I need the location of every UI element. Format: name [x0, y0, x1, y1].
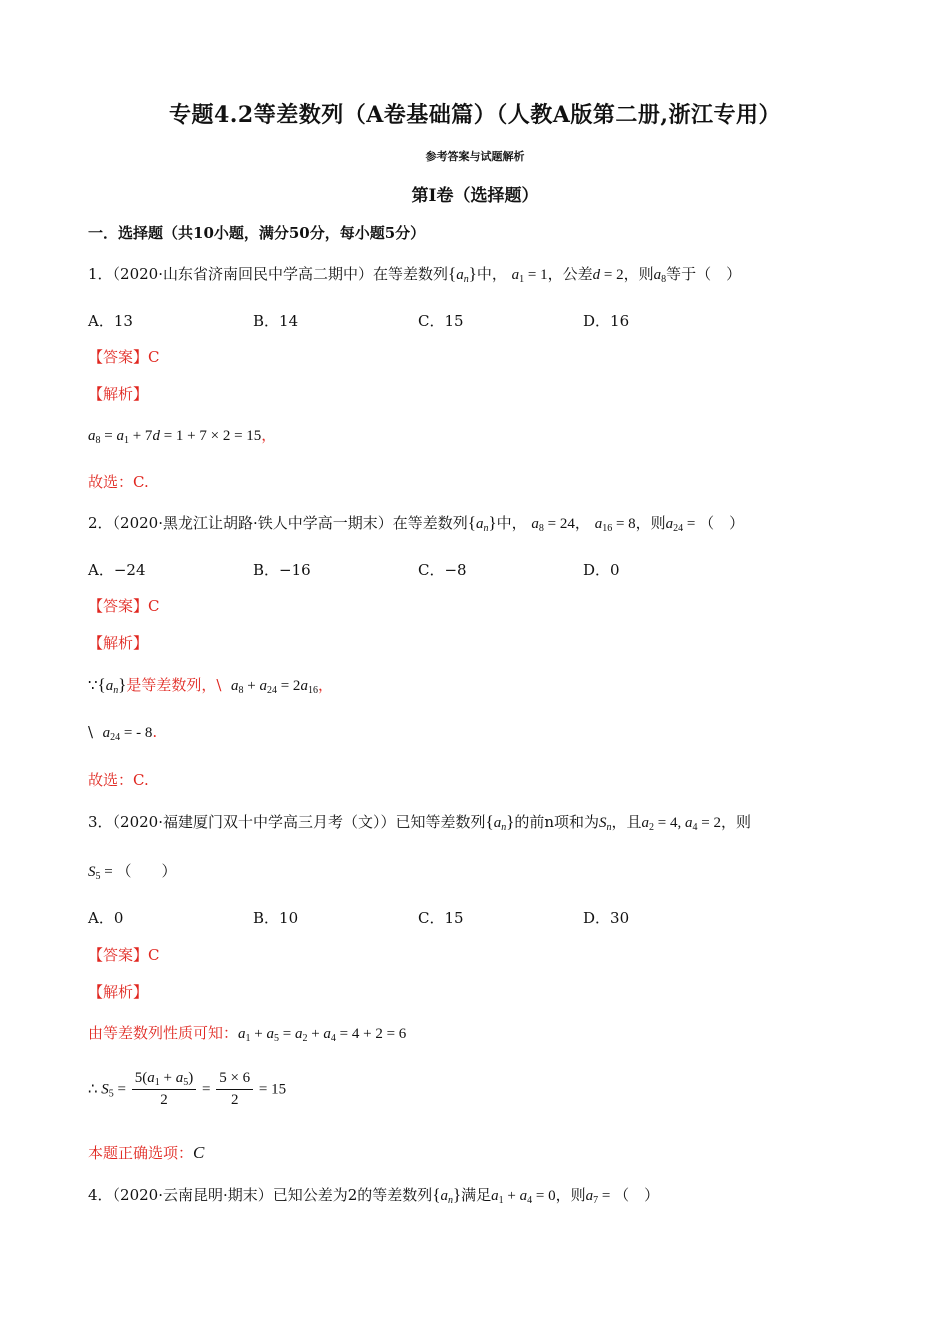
option-d: D．30 — [583, 909, 630, 927]
analysis-label: 【解析】 — [88, 385, 149, 403]
option-c: C．15 — [418, 312, 464, 330]
option-a: A．0 — [88, 909, 124, 927]
option-d: D．0 — [583, 561, 620, 579]
conclusion: 故选：C. — [88, 473, 149, 491]
question-source: （2020·福建厦门双十中学高三月考（文）） — [112, 813, 396, 831]
question-1: 1．（2020·山东省济南回民中学高二期中）在等差数列$\{a_n\}$中， $a_1 = 1$，公差d = 2，则$a_8$等于（ ） — [88, 264, 742, 285]
option-d: D．16 — [583, 312, 630, 330]
solution-step: $a_8 = a_1 + 7d = 1 + 7 \times 2 = 15$， — [88, 426, 277, 446]
question-source: （2020·云南昆明·期末） — [112, 1186, 273, 1204]
option-b: B．10 — [253, 909, 299, 927]
answer-label: 【答案】C — [88, 348, 160, 366]
question-source: （2020·黑龙江让胡路·铁人中学高一期末） — [112, 514, 393, 532]
solution-step: $\because\{a_n\}$是等差数列，\ $a_8 + a_{24} = 2a_{16}$， — [88, 675, 333, 696]
option-a: A．−24 — [88, 561, 146, 579]
question-2: 2．（2020·黑龙江让胡路·铁人中学高一期末）在等差数列$\{a_n\}$中， $a_8 = 24$， $a_{16} = 8$，则$a_{24}$ = （ ） — [88, 513, 745, 534]
solution-step: 由等差数列性质可知：$a_1 + a_5 = a_2 + a_4 = 4 + 2 = 6$ — [88, 1024, 407, 1044]
question-3: 3．（2020·福建厦门双十中学高三月考（文））已知等差数列$\{a_n\}$的前n项和为$S_n$，且$a_2 = 4$, $a_4 = 2$，则 — [88, 812, 751, 833]
analysis-label: 【解析】 — [88, 634, 149, 652]
volume-heading: 第Ⅰ卷（选择题） — [411, 186, 539, 206]
answer-label: 【答案】C — [88, 946, 160, 964]
question-3-continued: $S_5$ = （ ） — [88, 862, 177, 882]
question-source: （2020·山东省济南回民中学高二期中） — [112, 265, 373, 283]
option-b: B．14 — [253, 312, 299, 330]
section-heading: 一．选择题（共10小题，满分50分，每小题5分） — [88, 224, 426, 242]
document-title: 专题4.2等差数列（A卷基础篇）（人教A版第二册,浙江专用） — [168, 102, 782, 128]
question-4: 4．（2020·云南昆明·期末）已知公差为2的等差数列$\{a_n\}$满足$a_1 + a_4 = 0$，则$a_7$ = （ ） — [88, 1185, 660, 1206]
document-subtitle: 参考答案与试题解析 — [425, 150, 525, 163]
option-a: A．13 — [88, 312, 133, 330]
solution-step: \ $a_{24}$ = - 8. — [88, 723, 158, 743]
option-c: C．−8 — [418, 561, 467, 579]
analysis-label: 【解析】 — [88, 983, 149, 1001]
conclusion: 故选：C. — [88, 771, 149, 789]
option-b: B．−16 — [253, 561, 311, 579]
option-c: C．15 — [418, 909, 464, 927]
solution-fraction: ∴ $S_5$ = $\frac{5(a_1 + a_5)}{2}$ = $\frac{5 \times 6}{2}$ = 15 — [88, 1070, 287, 1108]
answer-label: 【答案】C — [88, 597, 160, 615]
conclusion: 本题正确选项：C — [88, 1143, 205, 1162]
